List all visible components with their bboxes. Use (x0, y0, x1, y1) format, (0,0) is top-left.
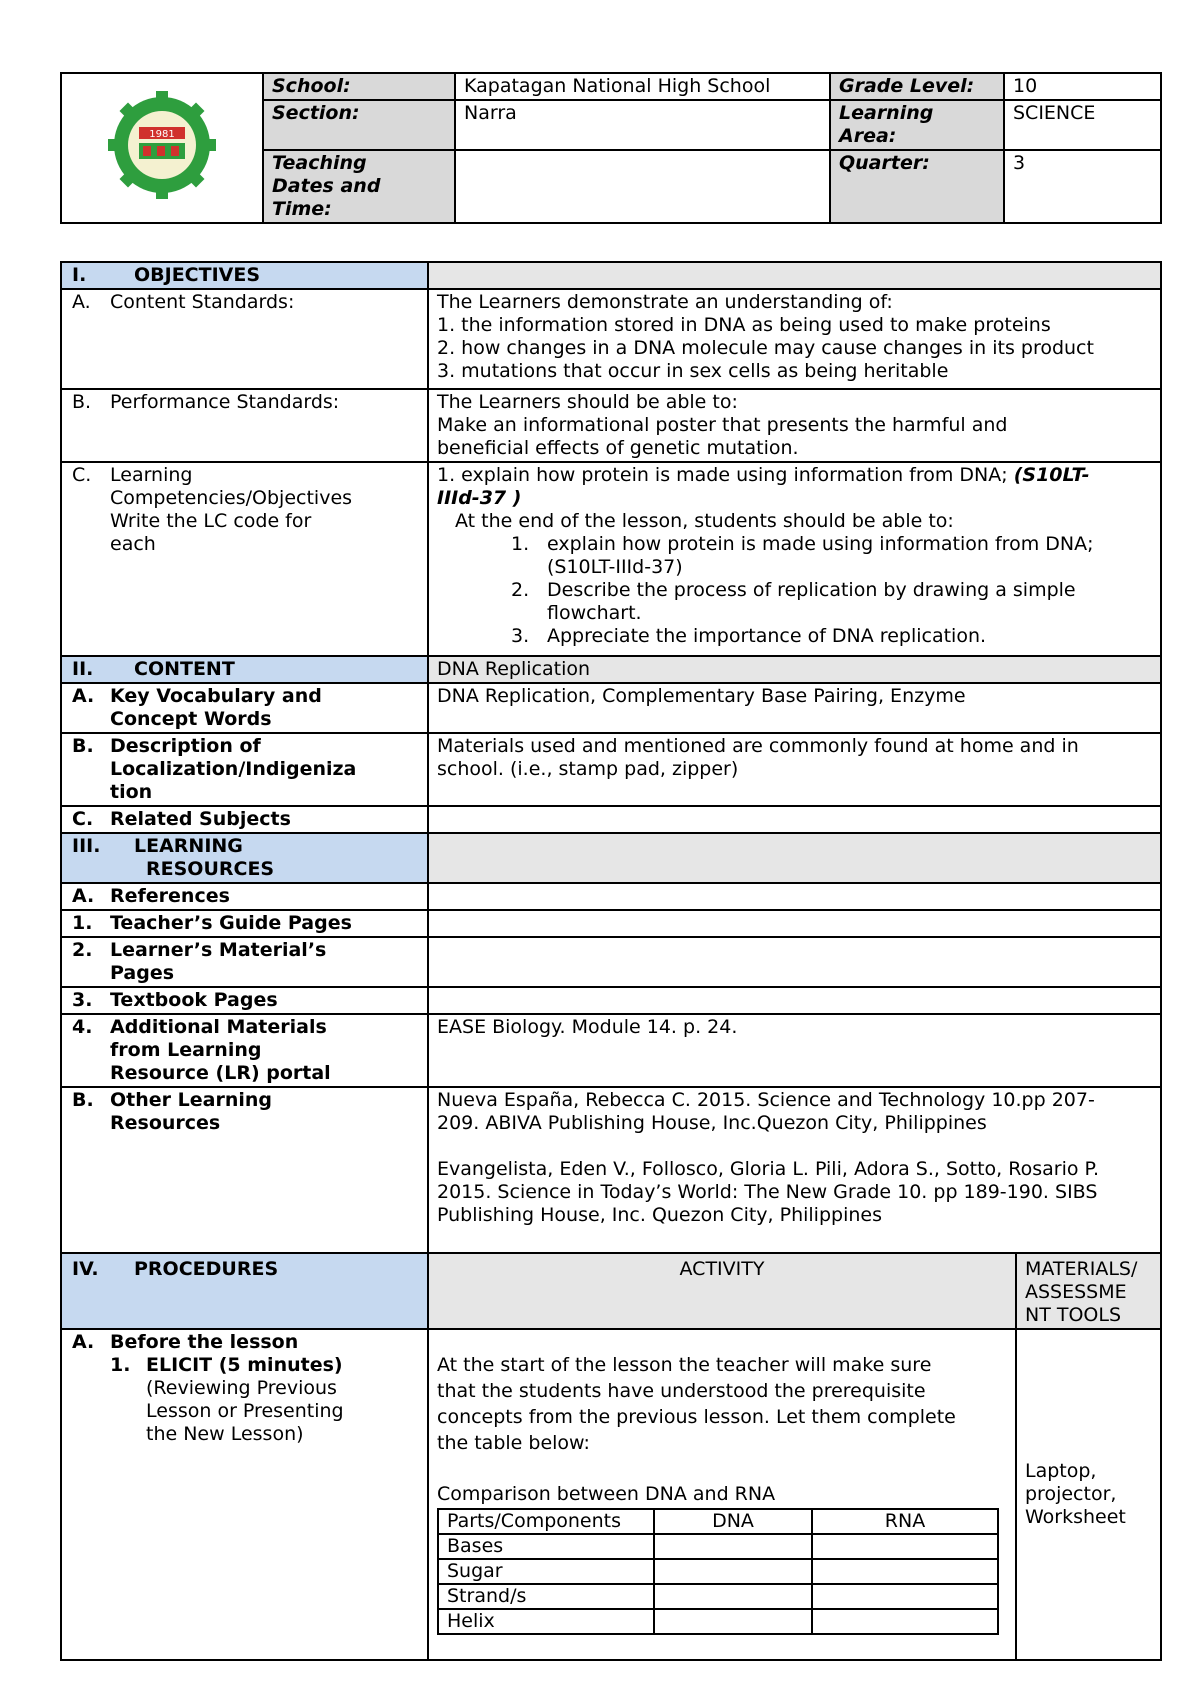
comparison-cell[interactable] (812, 1584, 998, 1609)
comparison-cell[interactable] (812, 1534, 998, 1559)
additional-materials-label: 4. Additional Materials from Learning Resource (LR) portal (61, 1014, 428, 1087)
lesson-plan-table (60, 261, 1162, 1661)
materials-header: MATERIALS/ ASSESSME NT TOOLS (1016, 1253, 1161, 1329)
teachers-guide-label: 1. Teacher’s Guide Pages (61, 910, 428, 937)
teaching-dates-label: Teaching Dates and Time: (263, 150, 455, 223)
learning-area-value: SCIENCE (1004, 100, 1161, 150)
performance-standards-label: B. Performance Standards: (61, 389, 428, 462)
procedures-heading: IV. PROCEDURES (61, 1253, 428, 1329)
objectives-heading-value (428, 262, 1161, 289)
other-resources-label: B. Other Learning Resources (61, 1087, 428, 1253)
objectives-heading: I. OBJECTIVES (61, 262, 428, 289)
related-subjects-value (428, 806, 1161, 833)
logo-year-text: 1981 (149, 129, 175, 140)
content-standards-value: The Learners demonstrate an understanding of: 1. the information stored in DNA as being used to make proteins 2. how changes in a DNA molecule may cause changes in its product 3. mutations that occur in sex cells as being heritable (428, 289, 1161, 389)
table-row: Strand/s (438, 1584, 654, 1609)
section-label: Section: (263, 100, 455, 150)
comparison-cell[interactable] (654, 1584, 812, 1609)
quarter-label: Quarter: (830, 150, 1004, 223)
localization-value: Materials used and mentioned are commonly found at home and in school. (i.e., stamp pad, zipper) (428, 733, 1161, 806)
school-label: School: (263, 73, 455, 100)
textbook-pages-label: 3. Textbook Pages (61, 987, 428, 1014)
comparison-cell[interactable] (812, 1559, 998, 1584)
learning-resources-heading-value (428, 833, 1161, 883)
before-lesson-label: A. Before the lesson 1. ELICIT (5 minutes) (Reviewing Previous Lesson or Presenting the New Lesson) (61, 1329, 428, 1660)
school-value: Kapatagan National High School (455, 73, 830, 100)
grade-level-value: 10 (1004, 73, 1161, 100)
references-value (428, 883, 1161, 910)
table-row: Bases (438, 1534, 654, 1559)
comparison-cell[interactable] (654, 1534, 812, 1559)
learning-competencies-value: 1. explain how protein is made using information from DNA; (S10LT- IIId-37 ) At the end of the lesson, students should be able to: 1. explain how protein is made using information from DNA; (S10LT-IIId-37) 2. Describe the process of replication by drawing a simple flowchart. 3. Appreciate the importance of DNA replication. (428, 462, 1161, 656)
key-vocabulary-value: DNA Replication, Complementary Base Pairing, Enzyme (428, 683, 1161, 733)
header-table (60, 72, 1162, 224)
other-resources-value: Nueva España, Rebecca C. 2015. Science and Technology 10.pp 207- 209. ABIVA Publishing House, Inc.Quezon City, Philippines Evangelista, Eden V., Follosco, Gloria L. Pili, Adora S., Sotto, Rosario P. 2015. Science in Today’s World: The New Grade 10. pp 189-190. SIBS Publishing House, Inc. Quezon City, Philippines (428, 1087, 1161, 1253)
activity-header: ACTIVITY (428, 1253, 1016, 1329)
comparison-cell[interactable] (654, 1609, 812, 1634)
table-row: Helix (438, 1609, 654, 1634)
learners-material-value (428, 937, 1161, 987)
content-standards-label: A. Content Standards: (61, 289, 428, 389)
textbook-pages-value (428, 987, 1161, 1014)
school-logo-cell (61, 73, 263, 223)
comparison-header-rna: RNA (812, 1509, 998, 1534)
quarter-value: 3 (1004, 150, 1161, 223)
comparison-table-caption: Comparison between DNA and RNA (437, 1483, 776, 1505)
references-label: A. References (61, 883, 428, 910)
school-logo-icon (87, 89, 237, 201)
elicit-materials: Laptop, projector, Worksheet (1016, 1329, 1161, 1660)
learners-material-label: 2. Learner’s Material’s Pages (61, 937, 428, 987)
comparison-table (437, 1508, 999, 1635)
key-vocabulary-label: A. Key Vocabulary and Concept Words (61, 683, 428, 733)
lc-code: (S10LT- (1013, 464, 1090, 486)
section-value: Narra (455, 100, 830, 150)
comparison-cell[interactable] (812, 1609, 998, 1634)
content-heading: II. CONTENT (61, 656, 428, 683)
performance-standards-value: The Learners should be able to: Make an informational poster that presents the harmful and beneficial effects of genetic mutation. (428, 389, 1161, 462)
learning-competencies-label: C. Learning Competencies/Objectives Write the LC code for each (61, 462, 428, 656)
table-row: Sugar (438, 1559, 654, 1584)
comparison-header-parts: Parts/Components (438, 1509, 654, 1534)
grade-level-label: Grade Level: (830, 73, 1004, 100)
comparison-header-dna: DNA (654, 1509, 812, 1534)
additional-materials-value: EASE Biology. Module 14. p. 24. (428, 1014, 1161, 1087)
content-heading-value: DNA Replication (428, 656, 1161, 683)
elicit-activity: At the start of the lesson the teacher will make sure that the students have understood the prerequisite concepts from the previous lesson. Let them complete the table below: Comparison between DNA and RNA Parts/Components DNA RNA Bases Sugar Strand/s Helix (428, 1329, 1016, 1660)
learning-resources-heading: III. LEARNING RESOURCES (61, 833, 428, 883)
teachers-guide-value (428, 910, 1161, 937)
localization-label: B. Description of Localization/Indigeniza tion (61, 733, 428, 806)
related-subjects-label: C. Related Subjects (61, 806, 428, 833)
teaching-dates-value (455, 150, 830, 223)
comparison-cell[interactable] (654, 1559, 812, 1584)
learning-area-label: Learning Area: (830, 100, 1004, 150)
